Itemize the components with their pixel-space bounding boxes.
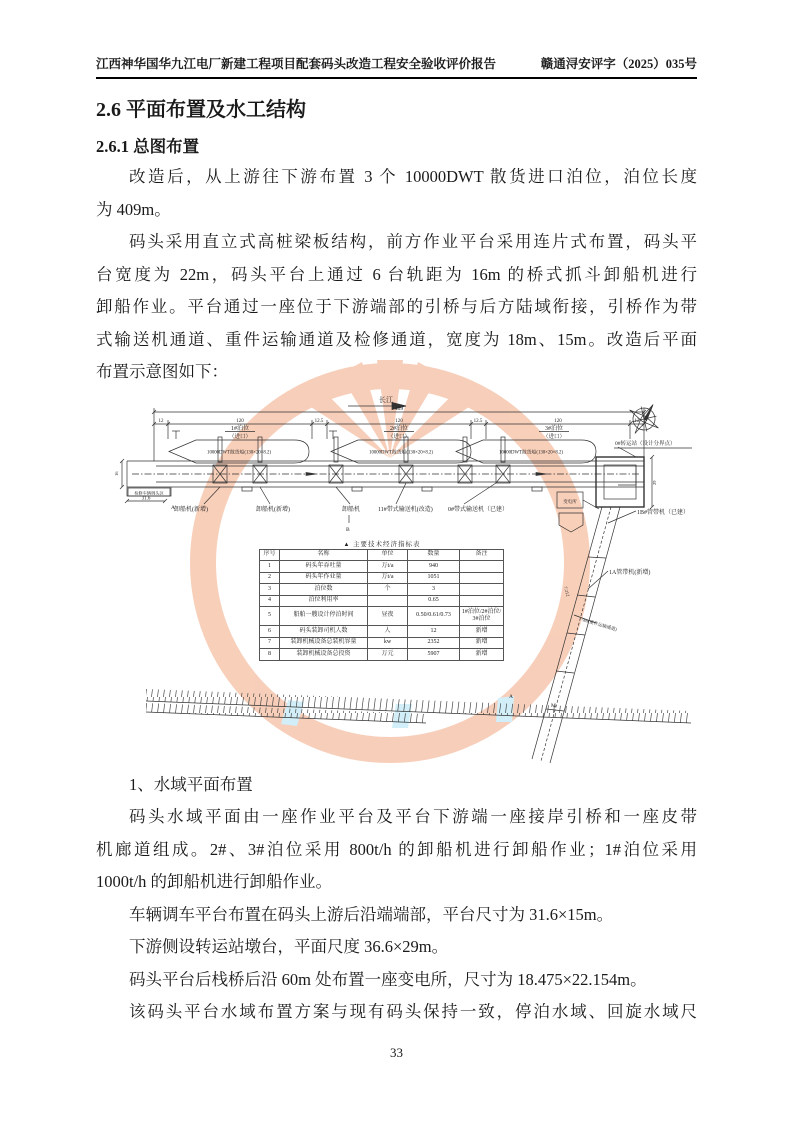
section-marker-a: A xyxy=(171,504,175,511)
indicator-table-header-cell: 单位 xyxy=(368,549,408,561)
table-row: 5 船舶一艘设计停泊时间 昼夜 0.50/0.61/0.73 1#泊位/2#泊位/3#泊位 xyxy=(260,607,504,626)
paragraph-line: 台宽度为 22m，码头平台上通过 6 台轨距为 16m 的桥式抓斗卸船机进行 xyxy=(96,264,697,284)
paragraph-line: 为 409m。 xyxy=(96,199,171,219)
report-title: 江西神华国华九江电厂新建工程项目配套码头改造工程安全验收评价报告 xyxy=(96,57,497,71)
marker-a-bottom: A xyxy=(509,693,513,700)
dim-seg: 120 xyxy=(395,418,403,424)
paragraph-line: 改造后，从上游往下游布置 3 个 10000DWT 散货进口泊位，泊位长度 xyxy=(129,167,697,186)
pipe-conveyor-1a-label: 1A管带机(新增) xyxy=(609,569,651,576)
ship-3-label: 10000DWT散货船(130×20×8.2) xyxy=(499,450,563,455)
berth-2-sub: （进口） xyxy=(387,433,411,440)
table-title-marker: ▲ xyxy=(343,541,351,548)
page-header xyxy=(96,54,697,79)
unloader-new-1-label: 卸船机(新增) xyxy=(174,506,208,513)
turnaround-dim: 31.6 xyxy=(141,496,151,501)
dim-seg: 120 xyxy=(236,418,244,424)
indicator-table-body xyxy=(260,561,504,661)
dim-seg: 12 xyxy=(158,418,164,424)
marker-m: M xyxy=(551,702,556,709)
substation-label: 变电所 xyxy=(563,498,577,504)
berth-3-label: 3#泊位 xyxy=(544,425,564,432)
paragraph-line: 该码头平台水域布置方案与现有码头保持一致，停泊水域、回旋水域尺 xyxy=(129,1002,697,1021)
ship-1-label: 10000DWT散货船(130×20×8.2) xyxy=(207,450,271,455)
indicator-table-wrap xyxy=(259,539,505,661)
table-row: 6 码头装卸司机人数 人 12 新增 xyxy=(260,626,504,638)
table-row: 8 装卸机械设备总投资 万元 5907 新增 xyxy=(260,649,504,661)
paragraph-line: 下游侧设转运站墩台，平面尺度 36.6×29m。 xyxy=(129,937,449,956)
sub-heading-water-area: 1、水域平面布置 xyxy=(129,774,253,794)
paragraph-line: 车辆调车平台布置在码头上游后沿端端部，平台尺寸为 31.6×15m。 xyxy=(129,904,614,924)
indicator-table-title xyxy=(259,539,505,548)
table-row: 1 码头年吞吐量 万t/a 940 xyxy=(260,561,504,573)
indicator-table-header-cell: 备注 xyxy=(460,549,504,561)
berth-1-sub: （进口） xyxy=(228,433,252,440)
dim-seg: 120 xyxy=(554,418,562,424)
layout-plan-drawing xyxy=(96,393,696,769)
dim-seg: 12.5 xyxy=(314,418,324,424)
platform-width-dim: 16 xyxy=(114,471,119,476)
paragraph-line: 卸船作业。平台通过一座位于下游端部的引桥与后方陆域衔接，引桥作为带 xyxy=(96,297,697,316)
dim-total: 409 xyxy=(394,405,404,412)
elevation-label: 7.212 xyxy=(563,585,571,597)
paragraph-line: 码头采用直立式高桩梁板结构，前方作业平台采用连片式布置，码头平 xyxy=(129,232,697,251)
dim-seg: 12.5 xyxy=(473,418,483,424)
river-label: 长江 xyxy=(379,395,393,404)
table-row: 7 装卸机械设备总装机容量 kw 2352 新增 xyxy=(260,637,504,649)
label-leaders xyxy=(204,483,496,523)
substation xyxy=(557,492,599,532)
table-row: 3 泊位数 个 3 xyxy=(260,584,504,596)
wharf-platform xyxy=(127,461,644,491)
indicator-table-head-row xyxy=(260,549,504,561)
trestle-note-label: 9m(重件运输通道) xyxy=(581,616,618,632)
table-row: 4 泊位利用率 0.65 xyxy=(260,595,504,607)
section-marker-b: B xyxy=(346,526,350,533)
table-title-text: 主要技术经济指标表 xyxy=(353,540,421,548)
section-heading-2-6-1: 2.6.1 总图布置 xyxy=(96,137,200,156)
berth-1-label: 1#泊位 xyxy=(230,425,250,432)
paragraph-line: 码头平台后栈桥后沿 60m 处布置一座变电所，尺寸为 18.475×22.154m。 xyxy=(129,969,647,989)
trestle-bridge xyxy=(532,507,636,763)
unloader-label: 卸船机 xyxy=(342,506,361,513)
berth-2-label: 2#泊位 xyxy=(389,425,409,432)
section-heading-2-6: 2.6 平面布置及水工结构 xyxy=(96,99,306,121)
paragraph-line: 1000t/h 的卸船机进行卸船作业。 xyxy=(96,872,333,891)
conveyor-0-label: 0#带式输送机（已建） xyxy=(448,506,509,513)
paragraph-line: 码头水域平面由一座作业平台及平台下游端一座接岸引桥和一座皮带 xyxy=(129,807,697,826)
ship-2-label: 10000DWT散货船(130×20×8.2) xyxy=(369,450,433,455)
indicator-table xyxy=(259,549,504,661)
dim-seg: 12 xyxy=(634,418,640,424)
doc-number: 赣通浔安评字（2025）035号 xyxy=(540,57,697,71)
paragraph-line: 机廊道组成。2#、3#泊位采用 800t/h 的卸船机进行卸船作业；1#泊位采用 xyxy=(96,839,697,859)
indicator-table-header-cell: 序号 xyxy=(260,549,280,561)
paragraph-line: 式输送机通道、重件运输通道及检修通道，宽度为 18m、15m。改造后平面 xyxy=(96,329,697,349)
page-number: 33 xyxy=(390,1044,403,1060)
indicator-table-header-cell: 数量 xyxy=(408,549,460,561)
paragraph-line: 布置示意图如下： xyxy=(96,362,228,381)
unloader-new-2-label: 卸船机(新增) xyxy=(256,506,290,513)
station-width-dim: 29 xyxy=(652,480,657,485)
pipe-conveyor-1b-label: 1B#管带机（已建） xyxy=(637,509,690,516)
indicator-table-header-cell: 名称 xyxy=(280,549,368,561)
shoreline xyxy=(146,689,691,723)
table-row: 2 码头年作业量 万t/a 1051 xyxy=(260,572,504,584)
conveyor-11-label: 11#带式输送机(改造) xyxy=(378,506,433,513)
berth-3-sub: （进口） xyxy=(542,433,566,440)
transfer-station-label: 0#转运站（设计分界点） xyxy=(615,440,676,447)
turnaround-label: 检修车辆调头区 xyxy=(134,490,164,495)
